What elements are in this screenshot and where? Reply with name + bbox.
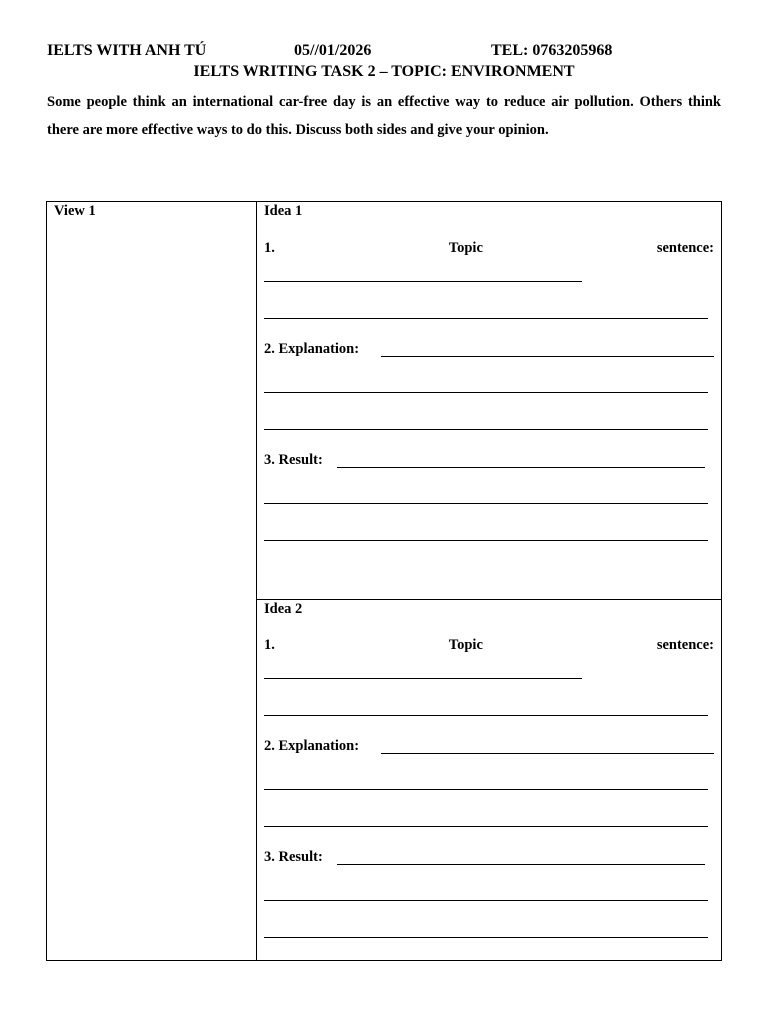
write-line[interactable] (264, 789, 708, 790)
topic-num: 1. (264, 637, 275, 653)
task-prompt: Some people think an international car-free day is an effective way to reduce air pollution. Others think there are more effective ways to do this. Discuss both sides and give your opinion. (47, 94, 721, 138)
header-line (47, 42, 721, 62)
date-text: 05//01/2026 (294, 42, 372, 59)
write-line[interactable] (264, 826, 708, 827)
write-line[interactable] (264, 503, 708, 504)
write-line[interactable] (337, 467, 705, 468)
write-line[interactable] (264, 937, 708, 938)
explanation-label: 2. Explanation: (264, 341, 360, 357)
write-line[interactable] (381, 753, 714, 754)
result-label: 3. Result: (264, 452, 323, 468)
topic-word: Topic (448, 637, 483, 653)
topic-sentence-row (264, 240, 714, 257)
view-column (47, 202, 257, 960)
idea-2-cell (257, 600, 721, 960)
task-title: IELTS WRITING TASK 2 – TOPIC: ENVIRONMENT (193, 63, 575, 80)
write-line[interactable] (264, 429, 708, 430)
topic-end: sentence: (656, 637, 714, 653)
result-label: 3. Result: (264, 849, 323, 865)
topic-num: 1. (264, 240, 275, 256)
idea-label: Idea 2 (264, 601, 303, 617)
write-line[interactable] (264, 678, 582, 679)
planning-table (46, 201, 722, 961)
phone-text: TEL: 0763205968 (491, 42, 613, 59)
write-line[interactable] (264, 900, 708, 901)
explanation-label: 2. Explanation: (264, 738, 360, 754)
view-label: View 1 (54, 203, 96, 219)
write-line[interactable] (381, 356, 714, 357)
topic-end: sentence: (656, 240, 714, 256)
idea-label: Idea 1 (264, 203, 303, 219)
idea-1-cell (257, 202, 721, 600)
write-line[interactable] (264, 281, 582, 282)
write-line[interactable] (337, 864, 705, 865)
topic-sentence-row (264, 637, 714, 654)
topic-word: Topic (448, 240, 483, 256)
school-name: IELTS WITH ANH TÚ (47, 42, 207, 59)
write-line[interactable] (264, 392, 708, 393)
write-line[interactable] (264, 318, 708, 319)
write-line[interactable] (264, 540, 708, 541)
write-line[interactable] (264, 715, 708, 716)
